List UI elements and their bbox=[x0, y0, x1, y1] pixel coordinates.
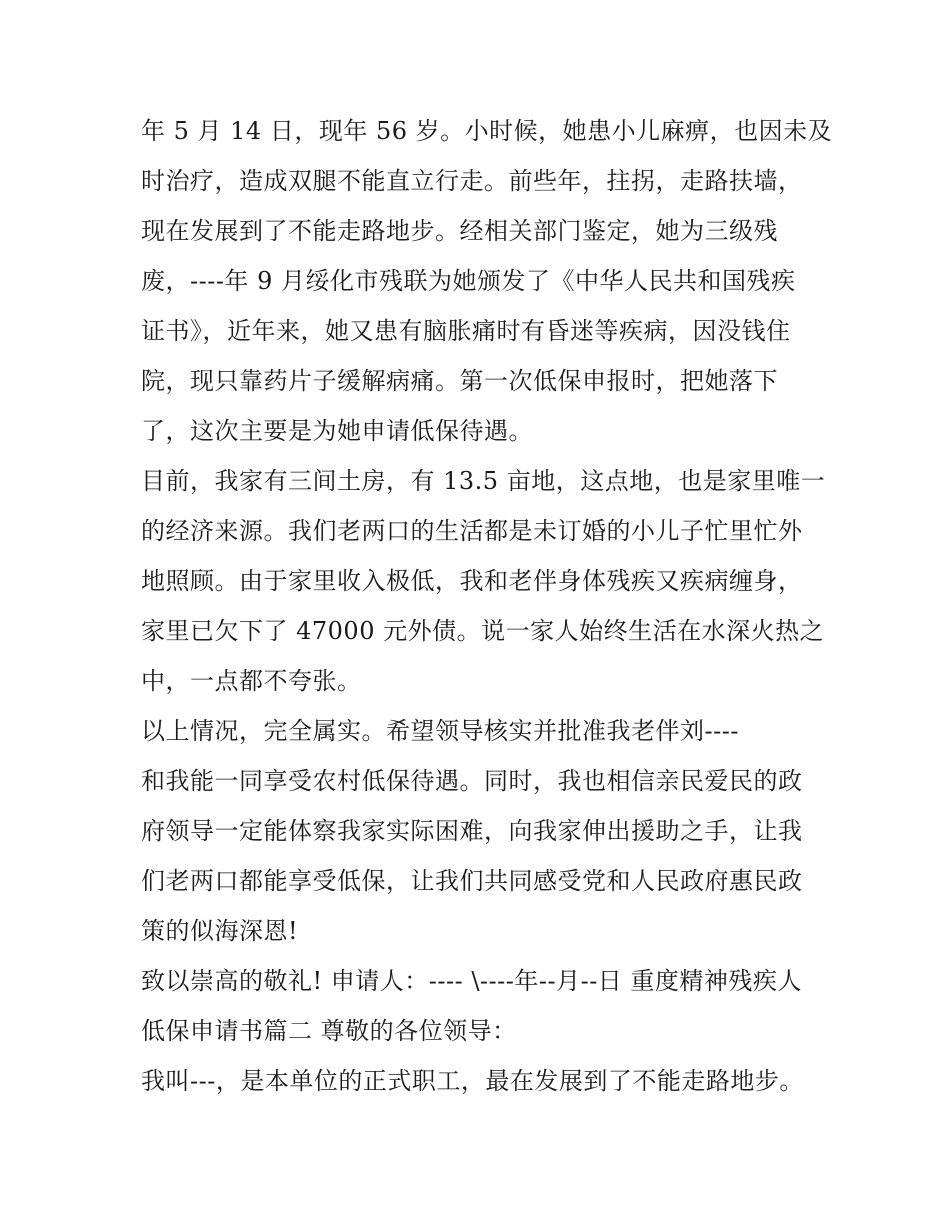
text-line: 致以崇高的敬礼! 申请人：---- \----年--月--日 重度精神残疾人 bbox=[141, 967, 802, 995]
text-line: 时治疗，造成双腿不能直立行走。前些年，拄拐，走路扶墙， bbox=[141, 167, 803, 195]
text-line: 证书》，近年来，她又患有脑胀痛时有昏迷等疾病，因没钱住 bbox=[141, 317, 791, 345]
text-line: 以上情况，完全属实。希望领导核实并批准我老伴刘---- bbox=[141, 717, 739, 745]
text-line: 现在发展到了不能走路地步。经相关部门鉴定，她为三级残 bbox=[141, 217, 778, 245]
text-line: 低保申请书篇二 尊敬的各位领导： bbox=[141, 1017, 517, 1045]
text-line: 我叫---，是本单位的正式职工，最在发展到了不能走路地步。 bbox=[141, 1067, 804, 1095]
text-line: 策的似海深恩! bbox=[141, 917, 299, 945]
text-line: 中，一点都不夸张。 bbox=[141, 667, 362, 695]
text-line: 和我能一同享受农村低保待遇。同时，我也相信亲民爱民的政 bbox=[141, 767, 803, 795]
text-line: 的经济来源。我们老两口的生活都是未订婚的小儿子忙里忙外 bbox=[141, 517, 803, 545]
text-line: 家里已欠下了 47000 元外债。说一家人始终生活在水深火热之 bbox=[141, 617, 825, 645]
text-line: 们老两口都能享受低保，让我们共同感受党和人民政府惠民政 bbox=[141, 867, 803, 895]
text-line: 了，这次主要是为她申请低保待遇。 bbox=[141, 417, 533, 445]
text-line: 地照顾。由于家里收入极低，我和老伴身体残疾又疾病缠身， bbox=[141, 567, 803, 595]
text-line: 废，----年 9 月绥化市残联为她颁发了《中华人民共和国残疾 bbox=[141, 267, 796, 295]
text-line: 府领导一定能体察我家实际困难，向我家伸出援助之手，让我 bbox=[141, 817, 803, 845]
text-line: 院，现只靠药片子缓解病痛。第一次低保申报时，把她落下 bbox=[141, 367, 778, 395]
text-line: 目前，我家有三间土房，有 13.5 亩地，这点地，也是家里唯一 bbox=[141, 467, 826, 495]
text-line: 年 5 月 14 日，现年 56 岁。小时候，她患小儿麻痹，也因未及 bbox=[141, 117, 833, 145]
